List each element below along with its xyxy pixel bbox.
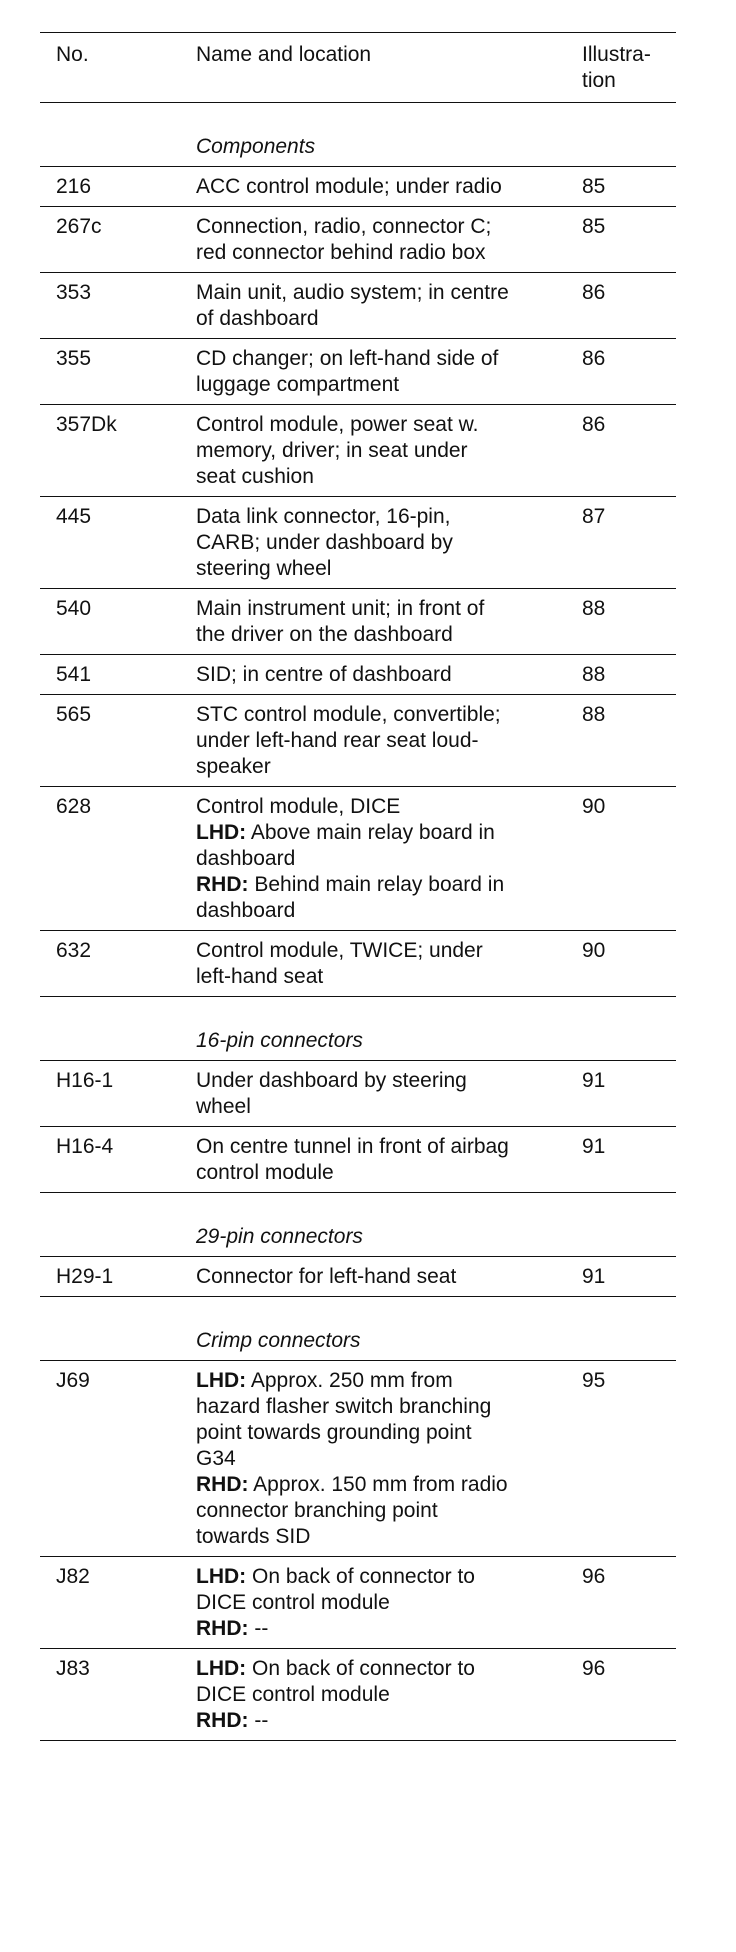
row-illustration: 96 bbox=[582, 1565, 606, 1588]
table-rule bbox=[40, 404, 676, 405]
table-rule bbox=[40, 1192, 676, 1193]
row-name-location: DICE control module bbox=[196, 1683, 390, 1706]
table-rule bbox=[40, 654, 676, 655]
row-name-location: LHD: On back of connector to bbox=[196, 1657, 475, 1680]
row-number: 267c bbox=[56, 215, 102, 238]
row-number: 355 bbox=[56, 347, 92, 370]
row-number: J83 bbox=[56, 1657, 90, 1680]
row-number: 541 bbox=[56, 663, 92, 686]
row-name-location: Control module, TWICE; under bbox=[196, 939, 483, 962]
row-name-location: Under dashboard by steering bbox=[196, 1069, 467, 1092]
row-name-location: towards SID bbox=[196, 1525, 311, 1548]
row-name-location: RHD: -- bbox=[196, 1617, 269, 1640]
header-name-location: Name and location bbox=[196, 43, 372, 66]
row-name-location: LHD: Approx. 250 mm from bbox=[196, 1369, 453, 1392]
row-name-location: Main unit, audio system; in centre bbox=[196, 281, 509, 304]
table-rule bbox=[40, 496, 676, 497]
table-rule bbox=[40, 338, 676, 339]
row-illustration: 88 bbox=[582, 597, 606, 620]
row-number: 628 bbox=[56, 795, 92, 818]
row-name-location: memory, driver; in seat under bbox=[196, 439, 468, 462]
row-name-location: Connector for left-hand seat bbox=[196, 1265, 457, 1288]
row-name-location: LHD: On back of connector to bbox=[196, 1565, 475, 1588]
row-number: 565 bbox=[56, 703, 92, 726]
row-name-location: hazard flasher switch branching bbox=[196, 1395, 492, 1418]
row-name-location: dashboard bbox=[196, 847, 296, 870]
row-number: 540 bbox=[56, 597, 92, 620]
row-number: H16-1 bbox=[56, 1069, 114, 1092]
row-name-location: left-hand seat bbox=[196, 965, 324, 988]
row-name-location: Main instrument unit; in front of bbox=[196, 597, 485, 620]
header-illustration: Illustra- bbox=[582, 43, 651, 66]
row-name-location: ACC control module; under radio bbox=[196, 175, 502, 198]
row-name-location: RHD: Behind main relay board in bbox=[196, 873, 505, 896]
table-rule bbox=[40, 272, 676, 273]
row-name-location: the driver on the dashboard bbox=[196, 623, 453, 646]
row-illustration: 86 bbox=[582, 413, 606, 436]
table-rule bbox=[40, 694, 676, 695]
row-name-location: dashboard bbox=[196, 899, 296, 922]
row-name-location: of dashboard bbox=[196, 307, 319, 330]
table-rule bbox=[40, 588, 676, 589]
table-rule bbox=[40, 1126, 676, 1127]
table-rule bbox=[40, 1648, 676, 1649]
row-name-location: DICE control module bbox=[196, 1591, 390, 1614]
row-name-location: under left-hand rear seat loud- bbox=[196, 729, 479, 752]
row-illustration: 96 bbox=[582, 1657, 606, 1680]
row-name-location: point towards grounding point bbox=[196, 1421, 472, 1444]
table-rule bbox=[40, 32, 676, 33]
row-illustration: 88 bbox=[582, 703, 606, 726]
row-number: 357Dk bbox=[56, 413, 117, 436]
row-number: H29-1 bbox=[56, 1265, 114, 1288]
table-rule bbox=[40, 1360, 676, 1361]
row-number: 445 bbox=[56, 505, 92, 528]
row-illustration: 85 bbox=[582, 175, 606, 198]
row-name-location: STC control module, convertible; bbox=[196, 703, 501, 726]
row-illustration: 86 bbox=[582, 347, 606, 370]
section-title: Crimp connectors bbox=[196, 1329, 361, 1352]
table-rule bbox=[40, 930, 676, 931]
row-illustration: 90 bbox=[582, 795, 606, 818]
row-name-location: Connection, radio, connector C; bbox=[196, 215, 492, 238]
row-name-location: Data link connector, 16-pin, bbox=[196, 505, 451, 528]
row-illustration: 91 bbox=[582, 1135, 606, 1158]
row-number: J82 bbox=[56, 1565, 90, 1588]
header-no: No. bbox=[56, 43, 89, 66]
row-illustration: 91 bbox=[582, 1265, 606, 1288]
row-illustration: 85 bbox=[582, 215, 606, 238]
table-rule bbox=[40, 786, 676, 787]
row-name-location: RHD: -- bbox=[196, 1709, 269, 1732]
row-name-location: SID; in centre of dashboard bbox=[196, 663, 452, 686]
row-name-location: Control module, power seat w. bbox=[196, 413, 479, 436]
row-name-location: connector branching point bbox=[196, 1499, 438, 1522]
section-title: Components bbox=[196, 135, 316, 158]
row-name-location: On centre tunnel in front of airbag bbox=[196, 1135, 509, 1158]
section-title: 29-pin connectors bbox=[196, 1225, 363, 1248]
row-name-location: control module bbox=[196, 1161, 334, 1184]
row-illustration: 95 bbox=[582, 1369, 606, 1392]
row-illustration: 91 bbox=[582, 1069, 606, 1092]
row-name-location: luggage compartment bbox=[196, 373, 400, 396]
table-rule bbox=[40, 1296, 676, 1297]
row-name-location: LHD: Above main relay board in bbox=[196, 821, 495, 844]
table-rule bbox=[40, 1740, 676, 1741]
row-name-location: RHD: Approx. 150 mm from radio bbox=[196, 1473, 508, 1496]
row-number: H16-4 bbox=[56, 1135, 114, 1158]
table-rule bbox=[40, 1556, 676, 1557]
row-name-location: wheel bbox=[196, 1095, 251, 1118]
header-illustration: tion bbox=[582, 69, 616, 92]
table-rule bbox=[40, 1256, 676, 1257]
table-rule bbox=[40, 102, 676, 103]
row-name-location: steering wheel bbox=[196, 557, 332, 580]
row-name-location: red connector behind radio box bbox=[196, 241, 486, 264]
table-rule bbox=[40, 206, 676, 207]
section-title: 16-pin connectors bbox=[196, 1029, 363, 1052]
row-number: 353 bbox=[56, 281, 92, 304]
row-illustration: 87 bbox=[582, 505, 606, 528]
row-name-location: CD changer; on left-hand side of bbox=[196, 347, 499, 370]
row-illustration: 90 bbox=[582, 939, 606, 962]
row-illustration: 86 bbox=[582, 281, 606, 304]
row-name-location: seat cushion bbox=[196, 465, 314, 488]
table-rule bbox=[40, 996, 676, 997]
table-rule bbox=[40, 166, 676, 167]
row-illustration: 88 bbox=[582, 663, 606, 686]
row-number: 632 bbox=[56, 939, 92, 962]
row-name-location: CARB; under dashboard by bbox=[196, 531, 453, 554]
row-number: J69 bbox=[56, 1369, 90, 1392]
row-name-location: speaker bbox=[196, 755, 271, 778]
row-name-location: Control module, DICE bbox=[196, 795, 401, 818]
row-name-location: G34 bbox=[196, 1447, 236, 1470]
row-number: 216 bbox=[56, 175, 92, 198]
table-rule bbox=[40, 1060, 676, 1061]
